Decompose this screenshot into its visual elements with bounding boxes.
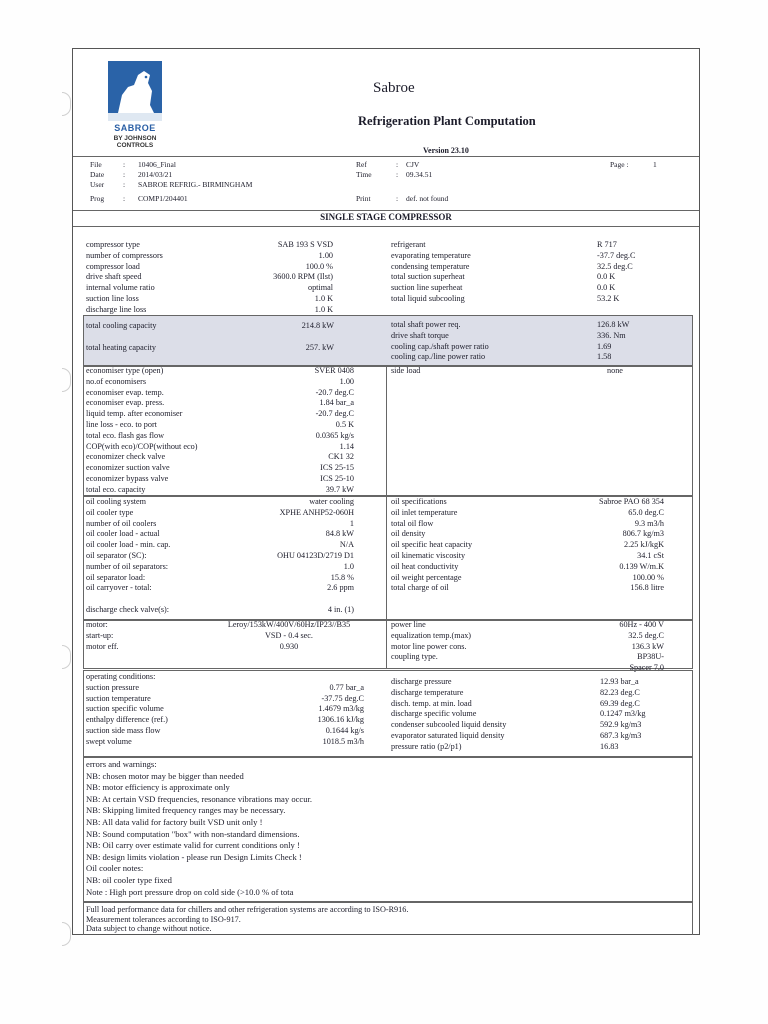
capacity-labels: total cooling capacity total heating capacity bbox=[86, 321, 157, 352]
meta-values-left: 10406_Final 2014/03/21 SABROE REFRIG.- BIRMINGHAM COMP1/204401 bbox=[138, 160, 253, 203]
motor-values: Leroy/153kW/400V/60Hz/IP23//B35 VSD - 0.4 sec. 0.930 bbox=[227, 620, 351, 651]
oil-box bbox=[83, 495, 693, 621]
punch-hole bbox=[62, 92, 71, 116]
power-line-labels: power line equalization temp.(max) motor line power cons. coupling type. bbox=[391, 620, 472, 662]
punch-hole bbox=[62, 645, 71, 669]
compressor-values: SAB 193 S VSD 1.00 100.0 % 3600.0 RPM (Ilst) optimal 1.0 K 1.0 K bbox=[273, 240, 333, 314]
document-page bbox=[72, 48, 700, 935]
polar-bear-logo-icon bbox=[108, 61, 162, 121]
oil-spec-labels: oil specifications oil inlet temperature total oil flow oil density oil specific heat capacity oil kinematic viscosity oil heat conductivity oil weight percentage total charge of oil bbox=[391, 497, 473, 593]
meta-labels-left: File Date User Prog bbox=[90, 160, 105, 203]
footer-box bbox=[83, 902, 693, 935]
brand-title: Sabroe bbox=[373, 80, 415, 96]
refrigerant-values: R 717 -37.7 deg.C 32.5 deg.C 0.0 K 0.0 K 53.2 K bbox=[597, 240, 636, 303]
footer-notes: Full load performance data for chillers and other refrigeration systems are according to ISO-R916. Measurement tolerances according to ISO-917. Data subject to change without notice. bbox=[86, 905, 409, 933]
meta-colons-left: : : : : bbox=[123, 160, 126, 203]
shaft-power-values: 126.8 kW 336. Nm 1.69 1.58 bbox=[597, 320, 630, 362]
divider bbox=[73, 156, 699, 157]
economiser-box bbox=[83, 365, 693, 497]
operating-values: 0.77 bar_a -37.75 deg.C 1.4679 m3/kg 1306.16 kJ/kg 0.1644 kg/s 1018.5 m3/h bbox=[317, 682, 364, 746]
refrigerant-labels: refrigerant evaporating temperature condensing temperature total suction superheat suction line superheat total liquid subcooling bbox=[391, 240, 471, 303]
page-number: 1 bbox=[653, 160, 657, 169]
shaft-power-labels: total shaft power req. drive shaft torque cooling cap./shaft power ratio cooling cap./line power ratio bbox=[391, 320, 489, 362]
power-line-values: 60Hz - 400 V 32.5 deg.C 136.3 kW BP38U- Spacer 7,0 bbox=[619, 620, 664, 673]
oil-cooler-labels: oil cooling system oil cooler type number of oil coolers oil cooler load - actual oil cooler load - min. cap. oil separator (SC): number of oil separators: oil separator load: oil carryover - total: discharge check valve(s): bbox=[86, 497, 171, 614]
oil-spec-values: Sabroe PAO 68 354 65.0 deg.C 9.3 m3/h 806.7 kg/m3 2.25 kJ/kgK 34.1 cSt 0.139 W/m.K 100.00 % 156.8 litre bbox=[599, 497, 664, 593]
oil-cooler-values: water cooling XPHE ANHP52-060H 1 84.8 kW N/A OHU 04123D/2719 D1 1.0 15.8 % 2.6 ppm 4 in. (1) bbox=[277, 497, 354, 614]
page-number-label: Page : bbox=[610, 160, 629, 169]
economiser-values: SVER 0408 1.00 -20.7 deg.C 1.84 bar_a -20.7 deg.C 0.5 K 0.0365 kg/s 1.14 CK1 32 ICS 25-15 ICS 25-10 39.7 kW bbox=[314, 366, 354, 494]
discharge-values: 12.93 bar_a 82.23 deg.C 69.39 deg.C 0.1247 m3/kg 592.9 kg/m3 687.3 kg/m3 16.83 bbox=[600, 677, 646, 751]
section-title: SINGLE STAGE COMPRESSOR bbox=[320, 212, 452, 222]
divider bbox=[73, 226, 699, 227]
warnings-list: errors and warnings: NB: chosen motor may be bigger than needed NB: motor efficiency is approximate only NB: At certain VSD frequencies, resonance vibrations may occur. NB: Skipping limited frequency ranges may be necessary. NB: All data valid for factory built VSD unit only ! NB: Sound computation "box" with non-standard dimensions. NB: Oil carry over estimate valid for current conditions only ! NB: design limits violation - please run Design Limits Check ! Oil cooler notes: NB: oil cooler type fixed Note : High port pressure drop on cold side (>10.0 % of tota bbox=[86, 759, 313, 897]
operating-labels: operating conditions: suction pressure suction temperature suction specific volume enthalpy difference (ref.) suction side mass flow swept volume bbox=[86, 672, 168, 746]
capacity-box bbox=[83, 315, 693, 367]
divider bbox=[73, 210, 699, 211]
punch-hole bbox=[62, 922, 71, 946]
punch-hole bbox=[62, 368, 71, 392]
logo-wordmark: SABROE bbox=[114, 123, 156, 133]
motor-labels: motor: start-up: motor eff. bbox=[86, 620, 119, 651]
meta-colons-right: : : : bbox=[396, 160, 399, 203]
side-load-label: side load bbox=[391, 366, 421, 375]
meta-values-right: CJV 09.34.51 def. not found bbox=[406, 160, 449, 203]
meta-labels-right: Ref Time Print bbox=[356, 160, 372, 203]
version-label: Version 23.10 bbox=[423, 146, 469, 155]
compressor-labels: compressor type number of compressors compressor load drive shaft speed internal volume ratio suction line loss discharge line loss bbox=[86, 240, 163, 314]
motor-box bbox=[83, 619, 693, 673]
economiser-labels: economiser type (open) no.of economisers economiser evap. temp. economiser evap. press. liquid temp. after economiser line loss - eco. to port total eco. flash gas flow COP(with eco)/COP(without eco) economizer check valve economizer suction valve economizer bypass valve total eco. capacity bbox=[86, 366, 198, 494]
operating-box bbox=[83, 670, 693, 758]
logo-subtitle: BY JOHNSON CONTROLS bbox=[113, 135, 157, 149]
capacity-values: 214.8 kW 257. kW bbox=[301, 321, 334, 352]
document-title: Refrigeration Plant Computation bbox=[358, 114, 536, 128]
discharge-labels: discharge pressure discharge temperature disch. temp. at min. load discharge specific volume condenser subcooled liquid density evaporator saturated liquid density pressure ratio (p2/p1) bbox=[391, 677, 507, 751]
side-load-value: none bbox=[607, 366, 623, 375]
warnings-box bbox=[83, 756, 693, 902]
